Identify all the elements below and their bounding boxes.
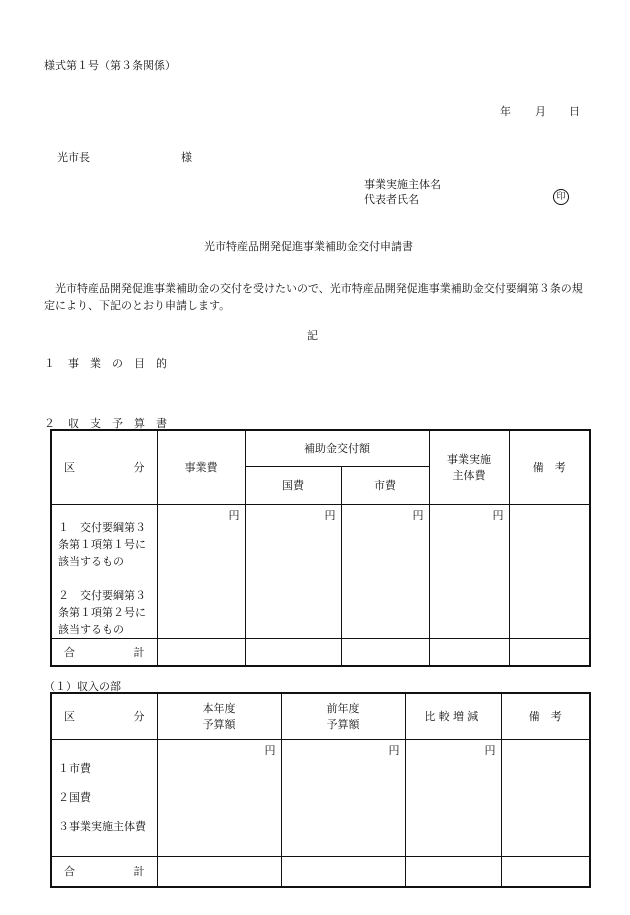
income-item: ２国費 [58, 790, 91, 804]
yen-unit: 円 [429, 504, 509, 638]
total-cell [157, 638, 245, 666]
yen-unit: 円 [281, 739, 405, 856]
yen-unit: 円 [341, 504, 429, 638]
yen-unit: 円 [245, 504, 341, 638]
yen-unit: 円 [157, 504, 245, 638]
yen-unit: 円 [157, 739, 281, 856]
header-category: 区 分 [51, 693, 157, 739]
header-project-cost: 事業費 [157, 430, 245, 504]
addressee: 光市長 [57, 151, 90, 164]
income-section-title: （１）収入の部 [44, 680, 121, 693]
header-remarks: 備 考 [509, 430, 590, 504]
header-city: 市費 [341, 466, 429, 504]
total-cell [405, 856, 501, 887]
section1-label: 事 業 の 目 的 [68, 357, 167, 370]
total-cell [245, 638, 341, 666]
budget-table [50, 429, 591, 667]
seal-mark: 印 [553, 189, 569, 205]
category-items [51, 504, 157, 638]
section2-number: ２ [44, 417, 55, 430]
total-cell [281, 856, 405, 887]
honorific: 様 [181, 151, 192, 164]
total-cell [501, 856, 590, 887]
header-comparison: 比較増減 [405, 693, 501, 739]
ki-marker: 記 [307, 329, 318, 342]
total-cell [341, 638, 429, 666]
header-subsidy: 補助金交付額 [245, 430, 429, 466]
section2-label: 収 支 予 算 書 [68, 417, 167, 430]
total-label: 合 計 [51, 856, 157, 887]
income-item: １市費 [58, 761, 91, 775]
applicant-org-label: 事業実施主体名 [364, 178, 441, 191]
date-day: 日 [569, 105, 580, 118]
header-current-budget: 本年度 予算額 [157, 693, 281, 739]
header-remarks: 備 考 [501, 693, 590, 739]
section1-number: １ [44, 357, 55, 370]
date-month: 月 [535, 105, 546, 118]
header-category: 区 分 [51, 430, 157, 504]
remarks-cell [501, 739, 590, 856]
remarks-cell [509, 504, 590, 638]
total-cell [429, 638, 509, 666]
header-entity-cost: 事業実施 主体費 [429, 430, 509, 504]
document-title: 光市特産品開発促進事業補助金交付申請書 [204, 240, 413, 253]
application-statement: 光市特産品開発促進事業補助金の交付を受けたいので、光市特産品開発促進事業補助金交付要綱第３条の規定により、下記のとおり申請します。 [44, 282, 583, 312]
income-item: ３事業実施主体費 [58, 819, 146, 833]
income-items [51, 739, 157, 856]
item-1: １ 交付要綱第３条第１項第１号に該当するもの [58, 520, 146, 568]
form-number: 様式第１号（第３条関係） [44, 59, 176, 72]
header-previous-budget: 前年度 予算額 [281, 693, 405, 739]
total-cell [509, 638, 590, 666]
total-cell [157, 856, 281, 887]
representative-label: 代表者氏名 [364, 193, 419, 206]
yen-unit: 円 [405, 739, 501, 856]
income-table [50, 692, 591, 888]
total-label: 合 計 [51, 638, 157, 666]
item-2: ２ 交付要綱第３条第１項第２号に該当するもの [58, 588, 146, 636]
header-national: 国費 [245, 466, 341, 504]
date-year: 年 [500, 105, 511, 118]
